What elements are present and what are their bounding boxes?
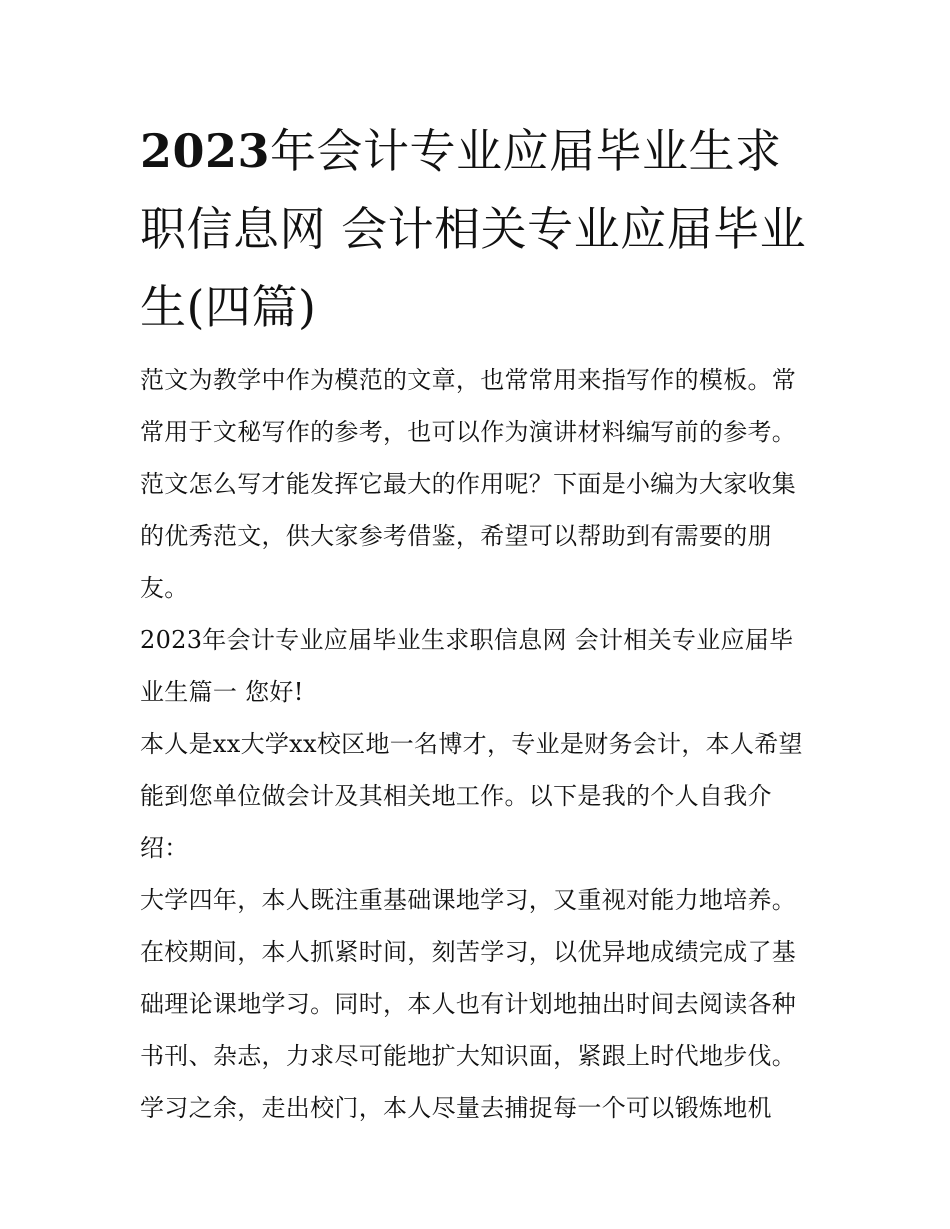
- study-paragraph: 大学四年，本人既注重基础课地学习，又重视对能力地培养。在校期间，本人抓紧时间，刻苦学习，以优异地成绩完成了基础理论课地学习。同时，本人也有计划地抽出时间去阅读各种书刊、杂志，力求尽可能地扩大知识面，紧跟上时代地步伐。学习之余，走出校门，本人尽量去捕捉每一个可以锻炼地机: [140, 886, 797, 1122]
- document-page: [140, 112, 812, 1134]
- self-intro-paragraph: 本人是xx大学xx校区地一名博才，专业是财务会计，本人希望能到您单位做会计及其相关地工作。以下是我的个人自我介绍：: [140, 730, 803, 862]
- document-title: 2023年会计专业应届毕业生求职信息网 会计相关专业应届毕业生(四篇): [140, 124, 807, 334]
- intro-paragraph: 范文为教学中作为模范的文章，也常常用来指写作的模板。常常用于文秘写作的参考，也可以作为演讲材料编写前的参考。范文怎么写才能发挥它最大的作用呢？下面是小编为大家收集的优秀范文，供大家参考借鉴，希望可以帮助到有需要的朋友。: [140, 366, 797, 602]
- section-heading-paragraph: 2023年会计专业应届毕业生求职信息网 会计相关专业应届毕业生篇一 您好!: [140, 626, 794, 706]
